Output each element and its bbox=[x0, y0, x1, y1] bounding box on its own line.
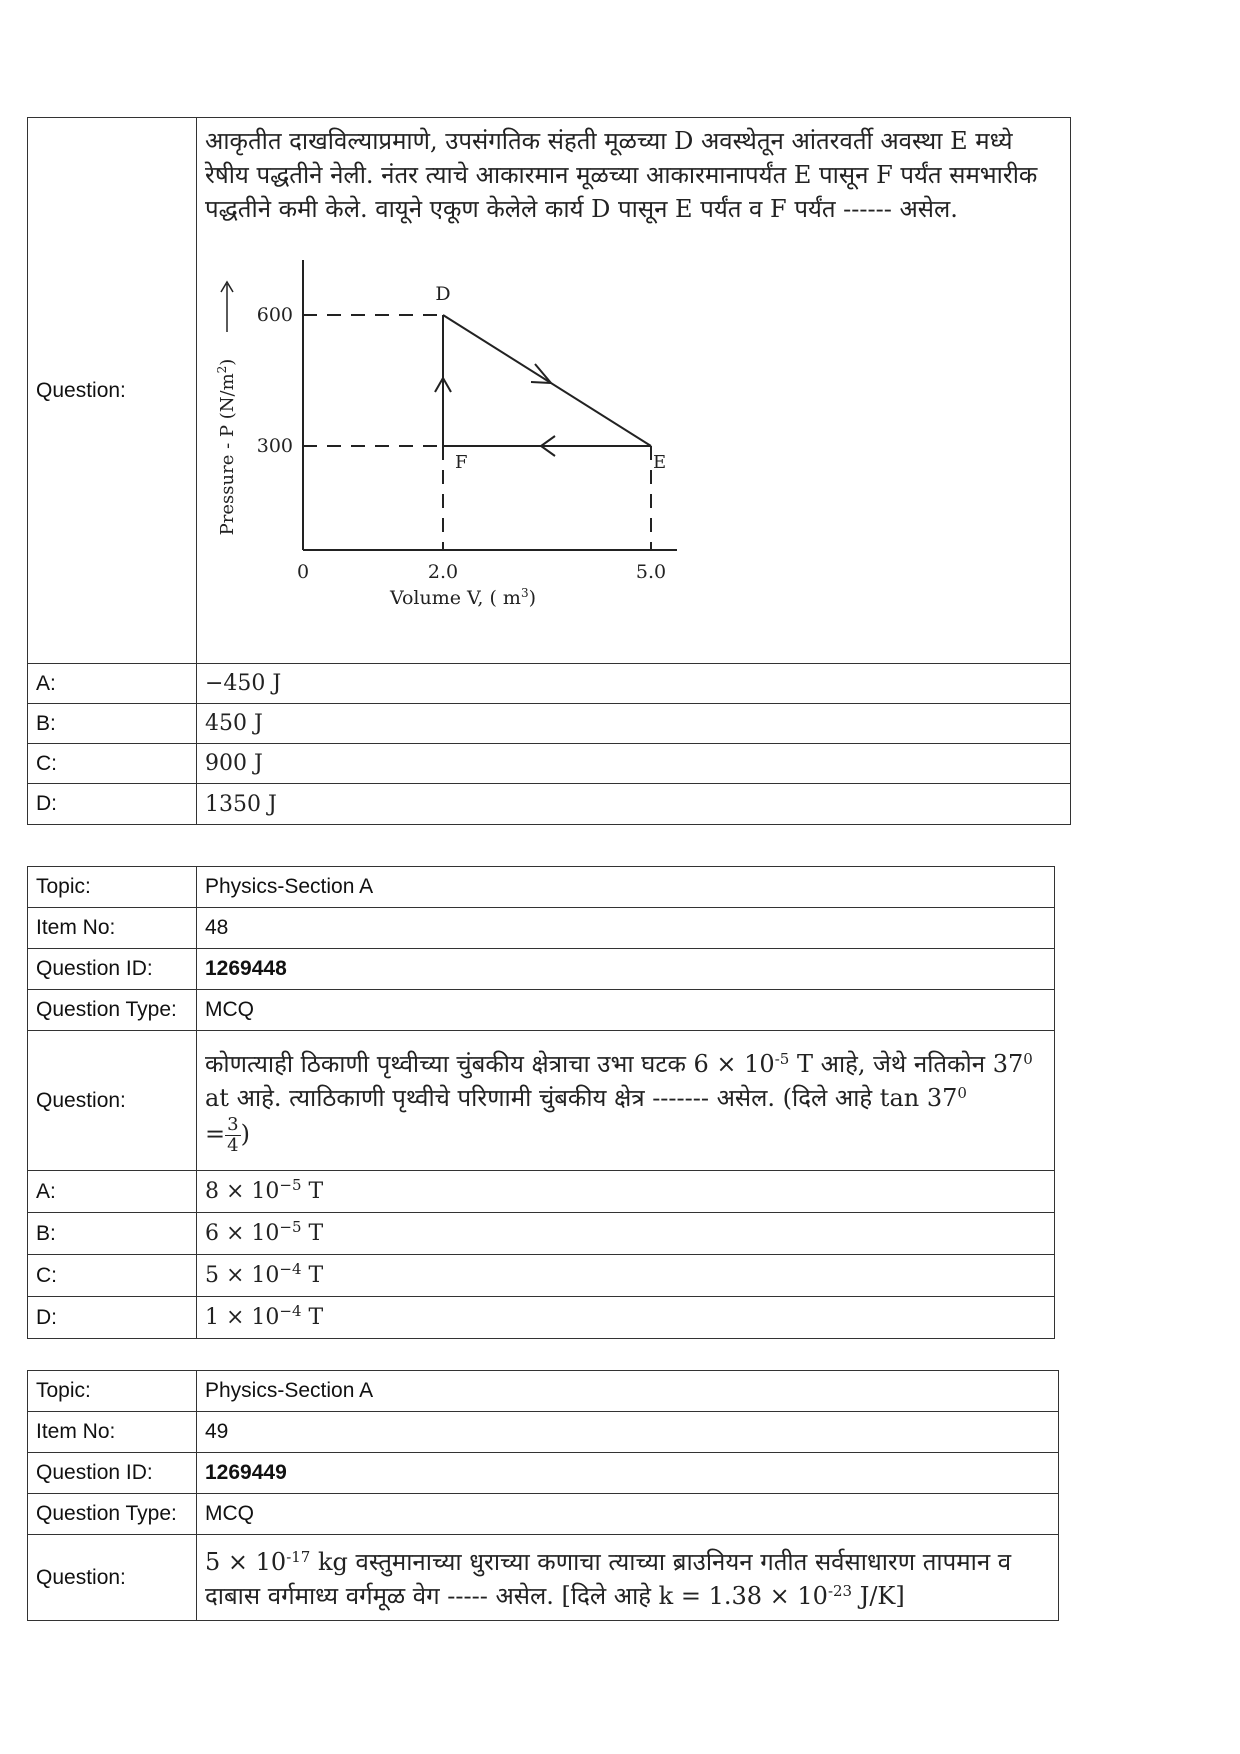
option-b-value: 450 J bbox=[197, 704, 1071, 744]
pv-diagram bbox=[205, 232, 725, 622]
item-no-label: Item No: bbox=[28, 1412, 197, 1453]
question-text: आकृतीत दाखविल्याप्रमाणे, उपसंगतिक संहती मूळच्या D अवस्थेतून आंतरवर्ती अवस्था E मध्ये रेषीय पद्धतीने नेली. नंतर त्याचे आकारमान मूळच्या आकारमानापर्यंत E पासून F पर्यंत समभारीक पद्धतीने कमी केले. वायूने एकूण केलेले कार्य D पासून E पर्यंत व F पर्यंत ------ असेल. bbox=[205, 127, 1038, 223]
option-a-value: $8 \times 10^{-5}$ T bbox=[197, 1171, 1055, 1213]
option-b-value: $6 \times 10^{-5}$ T bbox=[197, 1213, 1055, 1255]
question-label: Question: bbox=[28, 118, 197, 664]
question-label: Question: bbox=[28, 1031, 197, 1171]
point-e: E bbox=[653, 452, 667, 473]
topic-value: Physics-Section A bbox=[197, 867, 1055, 908]
question-47-table bbox=[27, 117, 1071, 825]
svg-text:Pressure - P (N/m2): Pressure - P $(N/m^2)$ bbox=[215, 358, 238, 536]
item-no-value: 49 bbox=[197, 1412, 1059, 1453]
question-text: $5 \times 10^{-17}$ kg वस्तुमानाच्या धुराच्या कणाचा त्याच्या ब्राउनियन गतीत सर्वसाधारण तापमान व दाबास वर्गमाध्य वर्गमूळ वेग ----- असेल. [दिले आहे $k = 1.38 \times 10^{-23}$ J/K] bbox=[197, 1535, 1059, 1621]
option-d-value: 1350 J bbox=[197, 784, 1071, 825]
question-49-table bbox=[27, 1370, 1059, 1621]
option-c-label: C: bbox=[28, 744, 197, 784]
question-text: कोणत्याही ठिकाणी पृथ्वीच्या चुंबकीय क्षेत्राचा उभा घटक $6 \times 10^{-5}$ T आहे, जेथे नतिकोन $37^0$ at आहे. त्याठिकाणी पृथ्वीचे परिणामी चुंबकीय क्षेत्र ------- असेल. (दिले आहे $\tan 37^0$ = $\frac{3}{4}$ ) bbox=[197, 1031, 1055, 1171]
y-tick-600: 600 bbox=[256, 304, 293, 326]
topic-label: Topic: bbox=[28, 1371, 197, 1412]
y-tick-300: 300 bbox=[256, 435, 293, 457]
point-d: D bbox=[435, 283, 451, 305]
option-d-label: D: bbox=[28, 784, 197, 825]
item-no-label: Item No: bbox=[28, 908, 197, 949]
fraction: $\frac{3}{4}$ bbox=[227, 1114, 239, 1156]
option-d-value: $1 \times 10^{-4}$ T bbox=[197, 1297, 1055, 1339]
option-c-label: C: bbox=[28, 1255, 197, 1297]
question-cell bbox=[197, 118, 1071, 664]
x-tick-5: 5.0 bbox=[635, 561, 667, 583]
question-48-table bbox=[27, 866, 1055, 1339]
question-type-value: MCQ bbox=[197, 990, 1055, 1031]
question-id-label: Question ID: bbox=[28, 949, 197, 990]
item-no-value: 48 bbox=[197, 908, 1055, 949]
option-b-label: B: bbox=[28, 704, 197, 744]
point-f: F bbox=[455, 452, 468, 473]
option-c-value: 900 J bbox=[197, 744, 1071, 784]
option-a-value: −450 J bbox=[197, 664, 1071, 704]
option-a-label: A: bbox=[28, 1171, 197, 1213]
y-axis-arrow bbox=[221, 282, 233, 332]
path-d-e bbox=[443, 315, 651, 446]
question-type-label: Question Type: bbox=[28, 1494, 197, 1535]
option-c-value: $5 \times 10^{-4}$ T bbox=[197, 1255, 1055, 1297]
x-tick-2: 2.0 bbox=[427, 561, 459, 583]
option-a-label: A: bbox=[28, 664, 197, 704]
y-axis-label bbox=[215, 359, 238, 536]
question-type-label: Question Type: bbox=[28, 990, 197, 1031]
question-id-value: 1269449 bbox=[197, 1453, 1059, 1494]
topic-value: Physics-Section A bbox=[197, 1371, 1059, 1412]
x-tick-0: 0 bbox=[296, 561, 310, 583]
x-axis-label: Volume V, ( $m^3$) bbox=[389, 586, 537, 609]
question-id-value: 1269448 bbox=[197, 949, 1055, 990]
option-d-label: D: bbox=[28, 1297, 197, 1339]
arrow-de bbox=[531, 364, 551, 383]
question-label: Question: bbox=[28, 1535, 197, 1621]
question-id-label: Question ID: bbox=[28, 1453, 197, 1494]
question-type-value: MCQ bbox=[197, 1494, 1059, 1535]
topic-label: Topic: bbox=[28, 867, 197, 908]
option-b-label: B: bbox=[28, 1213, 197, 1255]
